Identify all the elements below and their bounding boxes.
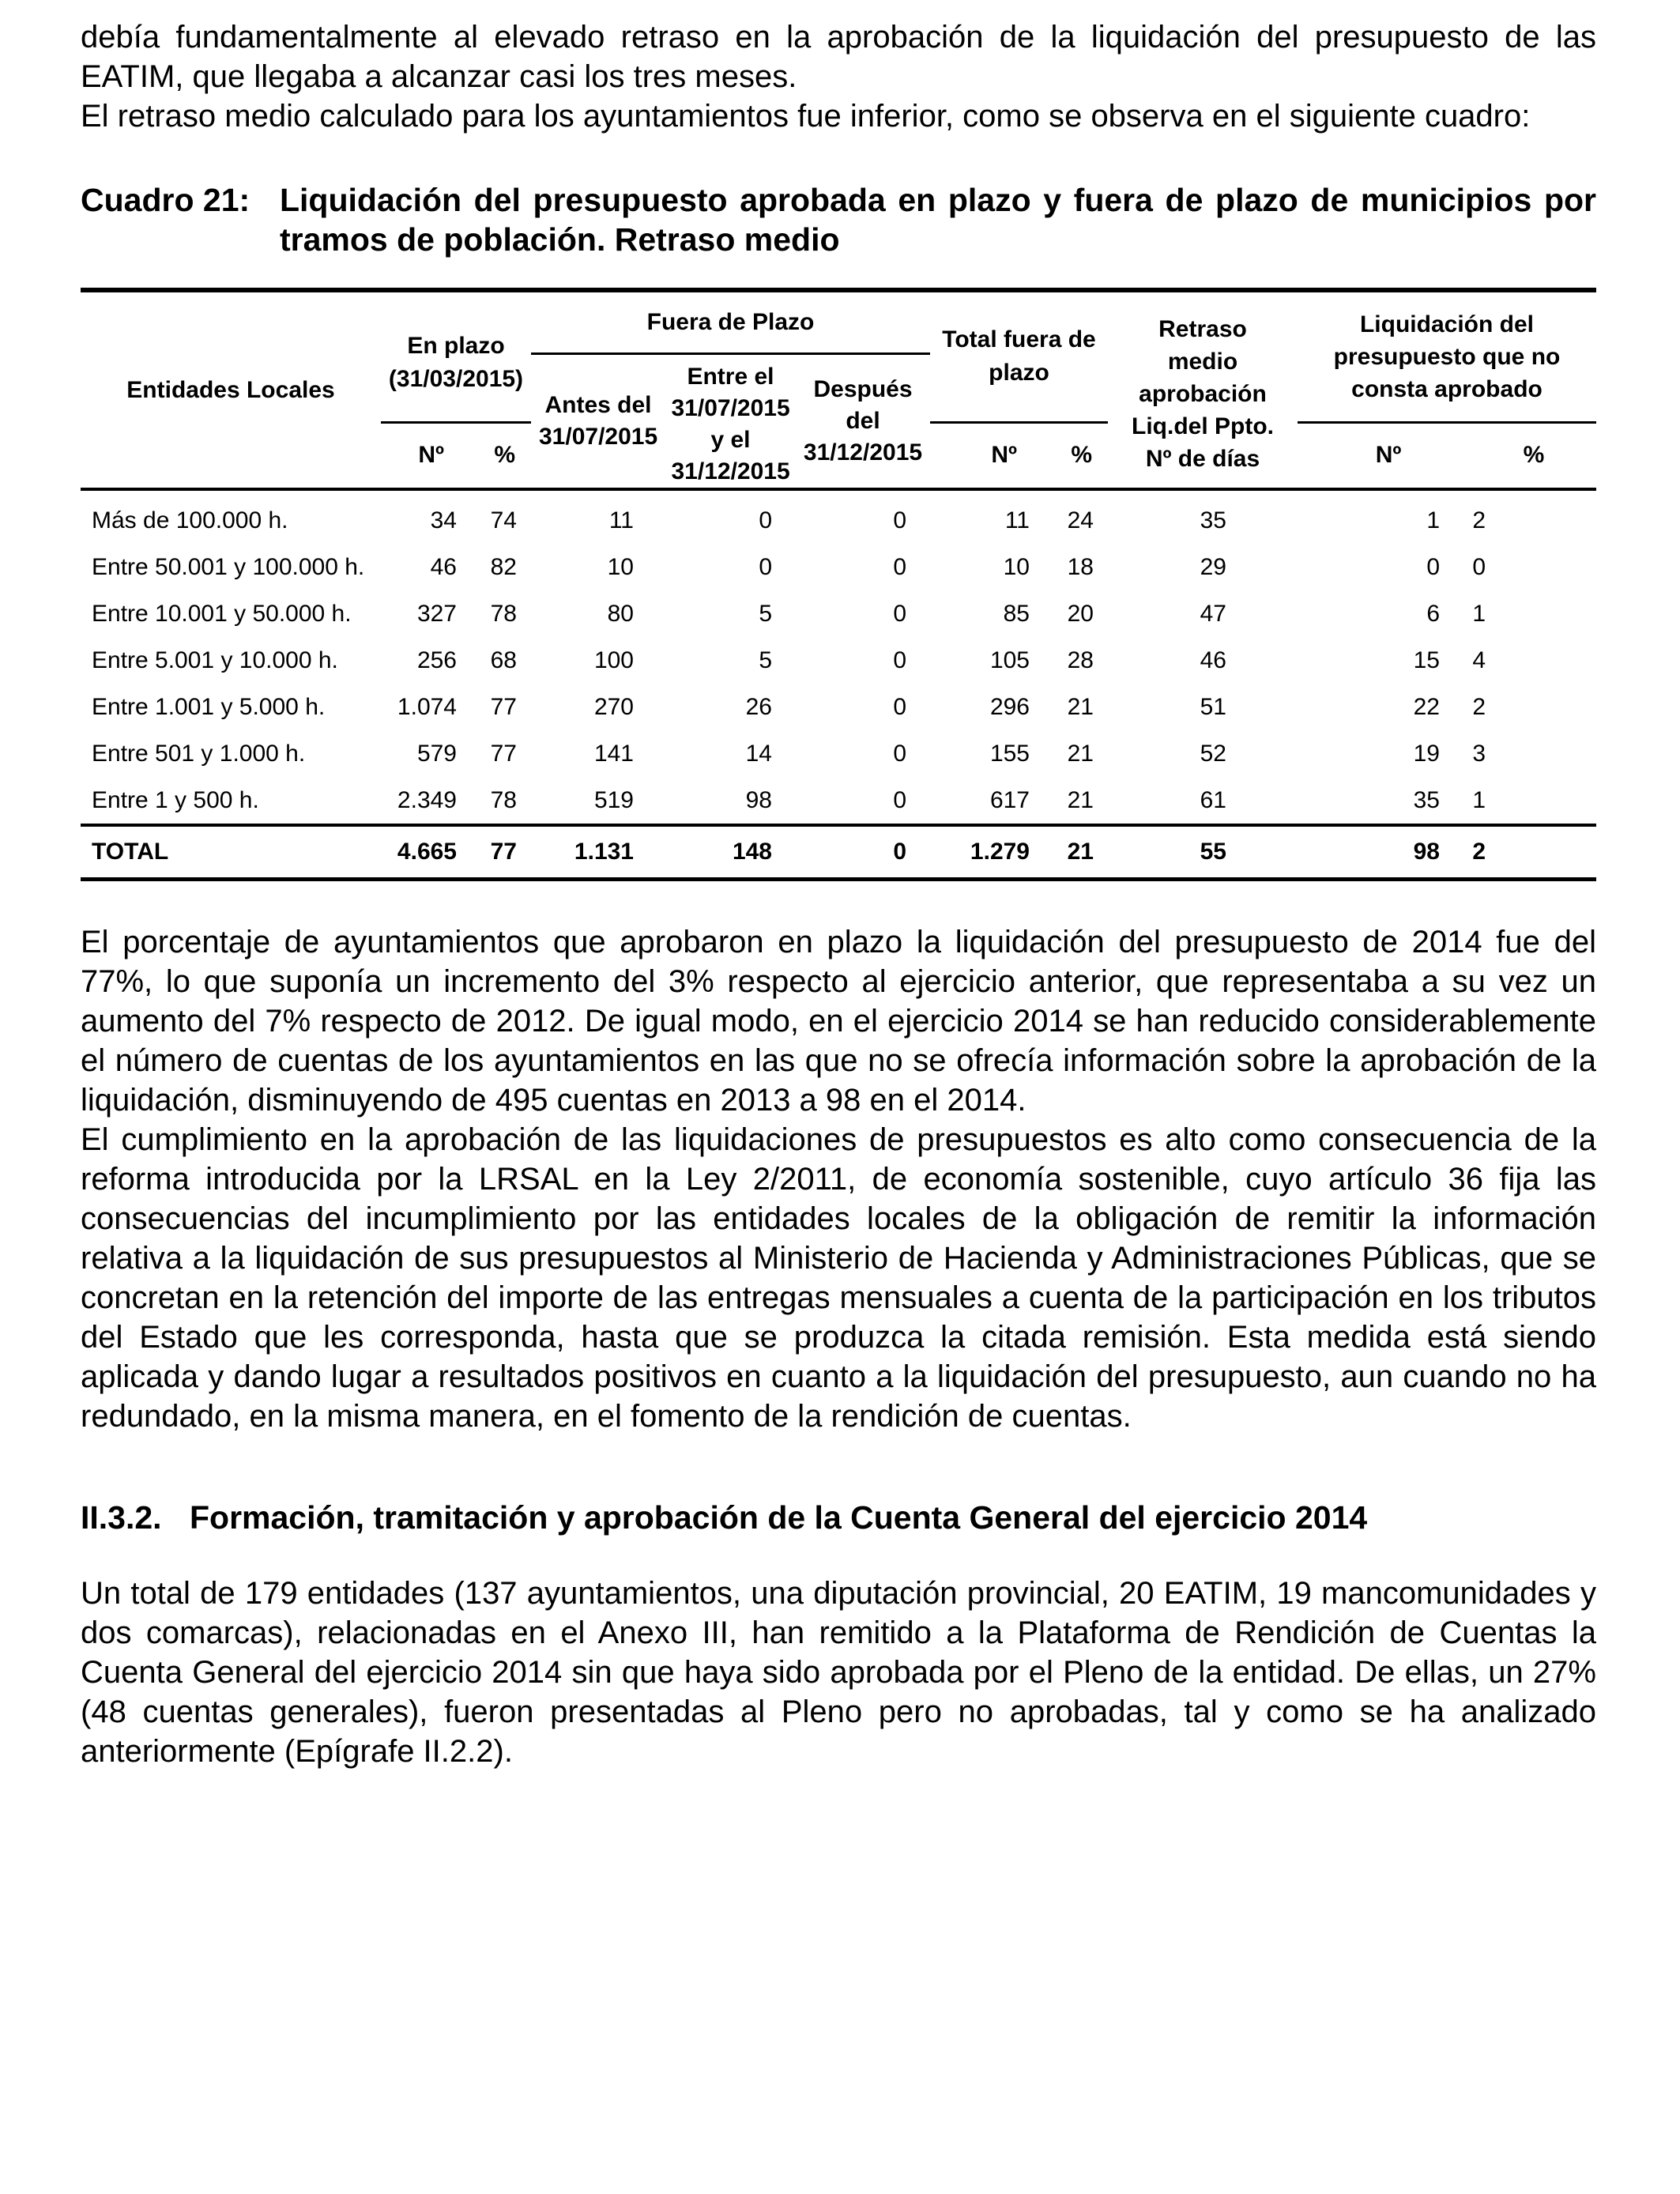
cell-en-plazo-n: 46 [430,554,457,580]
cell-total-pct: 21 [1067,694,1094,720]
cell-en-plazo-n: 327 [416,601,457,627]
cell-entidad: Entre 1 y 500 h. [92,787,259,813]
cell-retraso: 52 [1200,741,1226,767]
cell-despues: 0 [893,787,906,813]
header-fuera-plazo: Fuera de Plazo [531,290,930,354]
cell-total-antes: 1.131 [531,825,665,880]
cell-total-label: TOTAL [81,825,381,880]
cell-en-plazo-pct: 78 [490,787,517,813]
header-total-fuera [930,290,1108,422]
cell-retraso: 35 [1200,507,1226,533]
cell-total-n: 155 [989,741,1030,767]
cell-no-consta-n: 22 [1413,694,1440,720]
paragraph-entidades: Un total de 179 entidades (137 ayuntamientos, una diputación provincial, 20 EATIM, 19 mancomunidades y dos comarcas), relacionadas en el Anexo III, han remitido a la Plataforma de Rendición de Cuentas la Cuenta General del ejercicio 2014 sin que haya sido aprobada por el Pleno de la entidad. De ellas, un 27% (48 cuentas generales), fueron presentadas al Pleno pero no aprobadas, tal y como se ha analizado anteriormente (Epígrafe II.2.2). [81,1576,1596,1769]
cell-entre: 5 [759,601,772,627]
cell-total-despues: 0 [796,825,930,880]
cell-entre: 98 [745,787,772,813]
section-title: Formación, tramitación y aprobación de la Cuenta General del ejercicio 2014 [190,1499,1368,1536]
paragraph-cumplimiento: El cumplimiento en la aprobación de las liquidaciones de presupuestos es alto como consecuencia de la reforma introducida por la LRSAL en la Ley 2/2011, de economía sostenible, cuyo artículo 36 fija las consecuencias del incumplimiento por las entidades locales de la obligación de remitir la información relativa a la liquidación de sus presupuestos al Ministerio de Hacienda y Administraciones Públicas, que se concretan en la retención del importe de las entregas mensuales a cuenta de la participación en los tributos del Estado que les corresponda, hasta que se produzca la citada remisión. Esta medida está siendo aplicada y dando lugar a resultados positivos en cuanto a la liquidación del presupuesto, aun cuando no ha redundado, en la misma manera, en el fomento de la rendición de cuentas. [81,1122,1596,1434]
cell-en-plazo-pct: 77 [490,741,517,767]
cell-antes: 11 [608,507,634,533]
cell-en-plazo-pct: 68 [490,647,517,673]
header-en-plazo-text: En plazo (31/03/2015) [388,332,524,392]
cell-despues: 0 [893,741,906,767]
cell-despues: 0 [893,647,906,673]
header-total-n: Nº [930,422,1041,489]
cell-en-plazo-n: 579 [416,741,457,767]
header-en-plazo-n: Nº [381,422,468,489]
cell-entidad: Entre 50.001 y 100.000 h. [92,554,365,580]
header-despues [796,354,930,490]
table-total-row [81,825,1596,880]
cell-antes: 141 [593,741,634,767]
cell-total-n: 105 [989,647,1030,673]
table-row [81,637,1596,684]
cell-retraso: 51 [1200,694,1226,720]
cell-retraso: 46 [1200,647,1226,673]
cell-en-plazo-pct: 82 [490,554,517,580]
caption-text: Liquidación del presupuesto aprobada en plazo y fuera de plazo de municipios por tramos de población. Retraso medio [280,182,1596,258]
cell-entre: 0 [759,507,772,533]
cell-total-no-consta-n: 98 [1298,825,1456,880]
cell-antes: 270 [593,694,634,720]
cell-en-plazo-n: 1.074 [397,694,457,720]
cell-no-consta-pct: 4 [1472,647,1486,673]
cell-retraso: 29 [1200,554,1226,580]
cell-despues: 0 [893,554,906,580]
cell-total-entre: 148 [665,825,796,880]
cell-entidad: Más de 100.000 h. [92,507,288,533]
cell-despues: 0 [893,694,906,720]
table-row [81,684,1596,730]
cell-no-consta-n: 6 [1426,601,1440,627]
cell-total-no-consta-pct: 2 [1456,825,1596,880]
table-row [81,544,1596,590]
cell-entidad: Entre 501 y 1.000 h. [92,741,306,767]
cell-no-consta-n: 35 [1413,787,1440,813]
header-no-consta-pct: % [1456,422,1596,489]
header-retraso-text: Retraso medio aprobación Liq.del Ppto. Nº de días [1132,316,1274,472]
cell-total-fuera-n: 1.279 [930,825,1041,880]
cell-total-pct: 21 [1067,787,1094,813]
cell-no-consta-n: 0 [1426,554,1440,580]
cell-total-pct: 21 [1067,741,1094,767]
cell-no-consta-n: 1 [1426,507,1440,533]
header-entidades: Entidades Locales [81,290,381,489]
header-antes-text: Antes del 31/07/2015 [539,392,658,450]
cell-despues: 0 [893,601,906,627]
paragraph-table-intro: El retraso medio calculado para los ayuntamientos fue inferior, como se observa en el siguiente cuadro: [81,99,1531,134]
cell-entre: 0 [759,554,772,580]
header-antes [531,354,665,490]
cell-entre: 26 [745,694,772,720]
cell-total-n: 617 [989,787,1030,813]
paragraph-intro: debía fundamentalmente al elevado retraso en la aprobación de la liquidación del presupuesto de las EATIM, que llegaba a alcanzar casi los tres meses. [81,20,1596,94]
header-no-consta [1298,290,1596,422]
cell-total-en-plazo-pct: 77 [468,825,531,880]
section-number: II.3.2. [81,1499,162,1536]
header-no-consta-n: Nº [1298,422,1456,489]
cell-total-pct: 28 [1067,647,1094,673]
cell-entidad: Entre 5.001 y 10.000 h. [92,647,338,673]
cell-no-consta-pct: 1 [1472,601,1486,627]
cell-no-consta-pct: 1 [1472,787,1486,813]
cell-total-retraso: 55 [1108,825,1298,880]
cell-retraso: 61 [1200,787,1226,813]
header-total-fuera-text: Total fuera de plazo [942,326,1096,386]
header-despues-text: Después del 31/12/2015 [803,376,923,466]
cell-no-consta-pct: 3 [1472,741,1486,767]
table-container [81,288,1596,881]
cell-despues: 0 [893,507,906,533]
cell-antes: 100 [593,647,634,673]
header-en-plazo [381,290,531,422]
table-row [81,489,1596,544]
cell-en-plazo-pct: 78 [490,601,517,627]
cell-total-pct: 18 [1067,554,1094,580]
table-row [81,590,1596,637]
cell-no-consta-n: 15 [1413,647,1440,673]
cell-retraso: 47 [1200,601,1226,627]
cell-antes: 519 [593,787,634,813]
section-heading [81,1498,1596,1537]
header-entre-text: Entre el 31/07/2015 y el 31/12/2015 [671,364,790,484]
header-en-plazo-pct: % [468,422,531,489]
cell-total-n: 85 [1003,601,1030,627]
cell-no-consta-n: 19 [1413,741,1440,767]
cell-en-plazo-pct: 74 [490,507,517,533]
header-entre [665,354,796,490]
cell-entre: 14 [745,741,772,767]
table-body [81,489,1596,880]
table-row [81,730,1596,777]
cell-en-plazo-n: 34 [430,507,457,533]
table-header [81,290,1596,489]
table-caption [81,180,1596,259]
cell-no-consta-pct: 0 [1472,554,1486,580]
caption-number: Cuadro 21: [81,182,250,218]
table-row [81,777,1596,825]
cell-no-consta-pct: 2 [1472,694,1486,720]
header-total-pct: % [1041,422,1108,489]
cell-total-n: 11 [1004,507,1030,533]
cell-total-fuera-pct: 21 [1041,825,1108,880]
cell-total-pct: 20 [1067,601,1094,627]
cell-total-pct: 24 [1067,507,1094,533]
cell-no-consta-pct: 2 [1472,507,1486,533]
header-retraso [1108,290,1298,489]
header-no-consta-text: Liquidación del presupuesto que no consta aprobado [1333,311,1561,402]
cell-total-n: 296 [989,694,1030,720]
cell-entidad: Entre 1.001 y 5.000 h. [92,694,326,720]
cell-entidad: Entre 10.001 y 50.000 h. [92,601,352,627]
document-page [81,17,1596,1771]
cell-antes: 10 [607,554,634,580]
cell-antes: 80 [607,601,634,627]
cell-entre: 5 [759,647,772,673]
cell-en-plazo-n: 2.349 [397,787,457,813]
cell-en-plazo-n: 256 [416,647,457,673]
data-table [81,288,1596,881]
cell-total-en-plazo-n: 4.665 [381,825,468,880]
cell-en-plazo-pct: 77 [490,694,517,720]
paragraph-porcentaje: El porcentaje de ayuntamientos que aprobaron en plazo la liquidación del presupuesto de 2014 fue del 77%, lo que suponía un incremento del 3% respecto al ejercicio anterior, que representaba a su vez un aumento del 7% respecto de 2012. De igual modo, en el ejercicio 2014 se han reducido considerablemente el número de cuentas de los ayuntamientos en las que no se ofrecía información sobre la aprobación de la liquidación, disminuyendo de 495 cuentas en 2013 a 98 en el 2014. [81,925,1596,1118]
cell-total-n: 10 [1003,554,1030,580]
